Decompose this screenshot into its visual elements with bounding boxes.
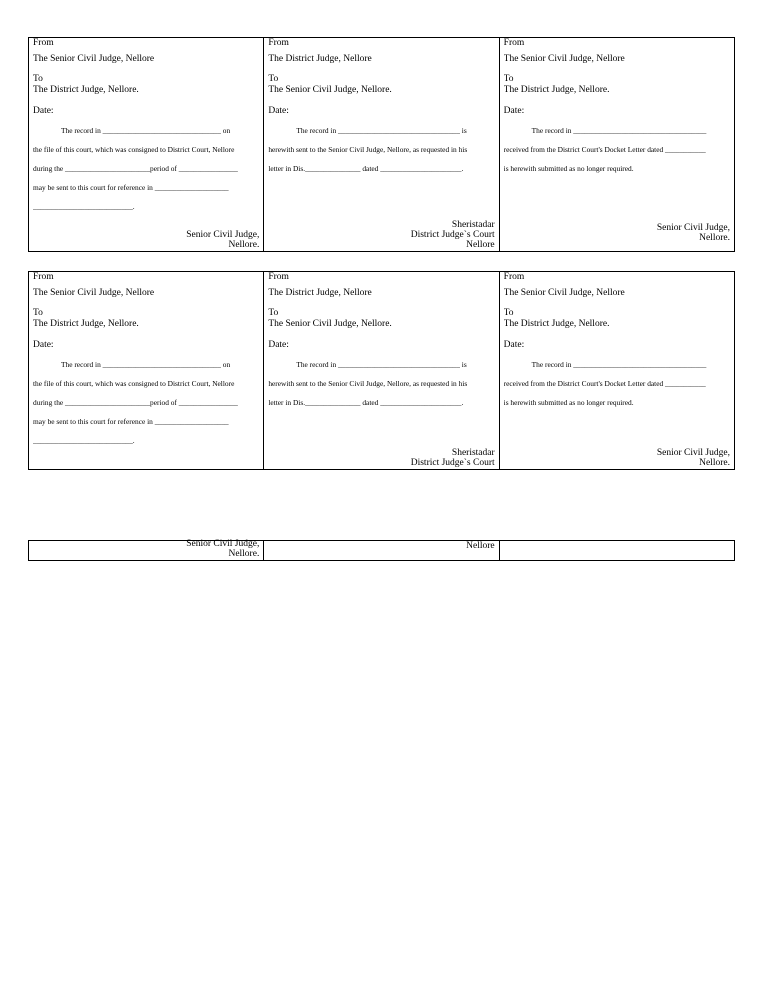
letter-block-2 — [28, 271, 735, 470]
to-label: To — [268, 308, 279, 318]
signature-line: Senior Civil Judge, — [186, 230, 260, 240]
body-line: ___________________________. — [33, 202, 135, 211]
body-line: herewith sent to the Senior Civil Judge, Nellore, as requested in his — [268, 379, 468, 388]
overflow-cell-left — [29, 541, 263, 560]
body-line: is herewith submitted as no longer required. — [503, 164, 634, 173]
date-label: Date: — [503, 106, 525, 116]
signature-line: Sheristadar — [451, 220, 495, 230]
body-line: The record in ____________________________________ — [531, 360, 707, 369]
body-line: ___________________________. — [33, 436, 135, 445]
from-label: From — [503, 272, 525, 282]
return-letter — [499, 272, 734, 469]
from-value: The District Judge, Nellore — [268, 288, 372, 298]
signature-line: Nellore. — [228, 240, 260, 250]
date-label: Date: — [33, 106, 54, 116]
signature-line: Nellore — [466, 240, 495, 250]
body-line: letter in Dis._______________ dated ______________________. — [268, 164, 464, 173]
dispatch-letter — [263, 272, 498, 469]
from-label: From — [268, 38, 289, 48]
body-line: The record in ____________________________________ — [531, 126, 707, 135]
signature-block — [466, 541, 495, 551]
signature-line: Senior Civil Judge, — [656, 223, 730, 233]
requisition-letter — [29, 272, 263, 469]
body-line: letter in Dis._______________ dated ______________________. — [268, 398, 464, 407]
body-line: may be sent to this court for reference in ____________________ — [33, 417, 229, 426]
from-label: From — [33, 272, 54, 282]
signature-line: Senior Civil Judge, — [186, 539, 260, 549]
to-value: The District Judge, Nellore. — [33, 319, 139, 329]
signature-block — [657, 223, 730, 243]
from-value: The Senior Civil Judge, Nellore — [33, 288, 155, 298]
body-line: herewith sent to the Senior Civil Judge, Nellore, as requested in his — [268, 145, 468, 154]
body-line: during the _______________________period of ________________ — [33, 398, 238, 407]
body-line: may be sent to this court for reference in ____________________ — [33, 183, 229, 192]
to-label: To — [33, 74, 43, 84]
body-line: received from the District Court's Docket Letter dated ___________ — [503, 379, 706, 388]
body-line: The record in ________________________________ on — [61, 126, 231, 135]
body-line: the file of this court, which was consigned to District Court, Nellore — [33, 379, 235, 388]
signature-block — [186, 230, 259, 250]
signature-line: Nellore — [466, 541, 495, 551]
body-line: the file of this court, which was consigned to District Court, Nellore — [33, 145, 235, 154]
to-value: The Senior Civil Judge, Nellore. — [268, 319, 392, 329]
requisition-letter — [29, 38, 263, 251]
to-label: To — [503, 308, 514, 318]
date-label: Date: — [503, 340, 525, 350]
signature-line: District Judge`s Court — [410, 458, 495, 468]
to-label: To — [33, 308, 43, 318]
signature-block — [411, 220, 495, 250]
from-value: The Senior Civil Judge, Nellore — [33, 54, 155, 64]
to-label: To — [503, 74, 514, 84]
body-line: The record in _________________________________ is — [296, 360, 467, 369]
signature-block — [657, 448, 730, 468]
to-value: The District Judge, Nellore. — [33, 85, 139, 95]
body-line: The record in _________________________________ is — [296, 126, 467, 135]
from-label: From — [33, 38, 54, 48]
dispatch-letter — [263, 38, 498, 251]
overflow-row — [28, 540, 735, 561]
from-value: The Senior Civil Judge, Nellore — [503, 54, 625, 64]
signature-line: Sheristadar — [451, 448, 495, 458]
date-label: Date: — [33, 340, 54, 350]
from-value: The District Judge, Nellore — [268, 54, 372, 64]
body-line: The record in ________________________________ on — [61, 360, 231, 369]
signature-line: Nellore. — [699, 458, 730, 468]
from-value: The Senior Civil Judge, Nellore — [503, 288, 625, 298]
to-value: The Senior Civil Judge, Nellore. — [268, 85, 392, 95]
overflow-cell-middle — [263, 541, 498, 560]
to-value: The District Judge, Nellore. — [503, 319, 610, 329]
body-line: received from the District Court's Docket Letter dated ___________ — [503, 145, 706, 154]
date-label: Date: — [268, 340, 289, 350]
signature-block — [411, 448, 495, 468]
overflow-cell-right — [499, 541, 734, 560]
signature-line: Senior Civil Judge, — [656, 448, 730, 458]
body-line: during the _______________________period of ________________ — [33, 164, 238, 173]
return-letter — [499, 38, 734, 251]
to-value: The District Judge, Nellore. — [503, 85, 610, 95]
signature-line: District Judge`s Court — [410, 230, 495, 240]
signature-block — [186, 539, 259, 559]
body-line: is herewith submitted as no longer required. — [503, 398, 634, 407]
from-label: From — [503, 38, 525, 48]
letter-block-1 — [28, 37, 735, 252]
signature-line: Nellore. — [228, 549, 260, 559]
date-label: Date: — [268, 106, 289, 116]
to-label: To — [268, 74, 279, 84]
signature-line: Nellore. — [699, 233, 730, 243]
from-label: From — [268, 272, 289, 282]
